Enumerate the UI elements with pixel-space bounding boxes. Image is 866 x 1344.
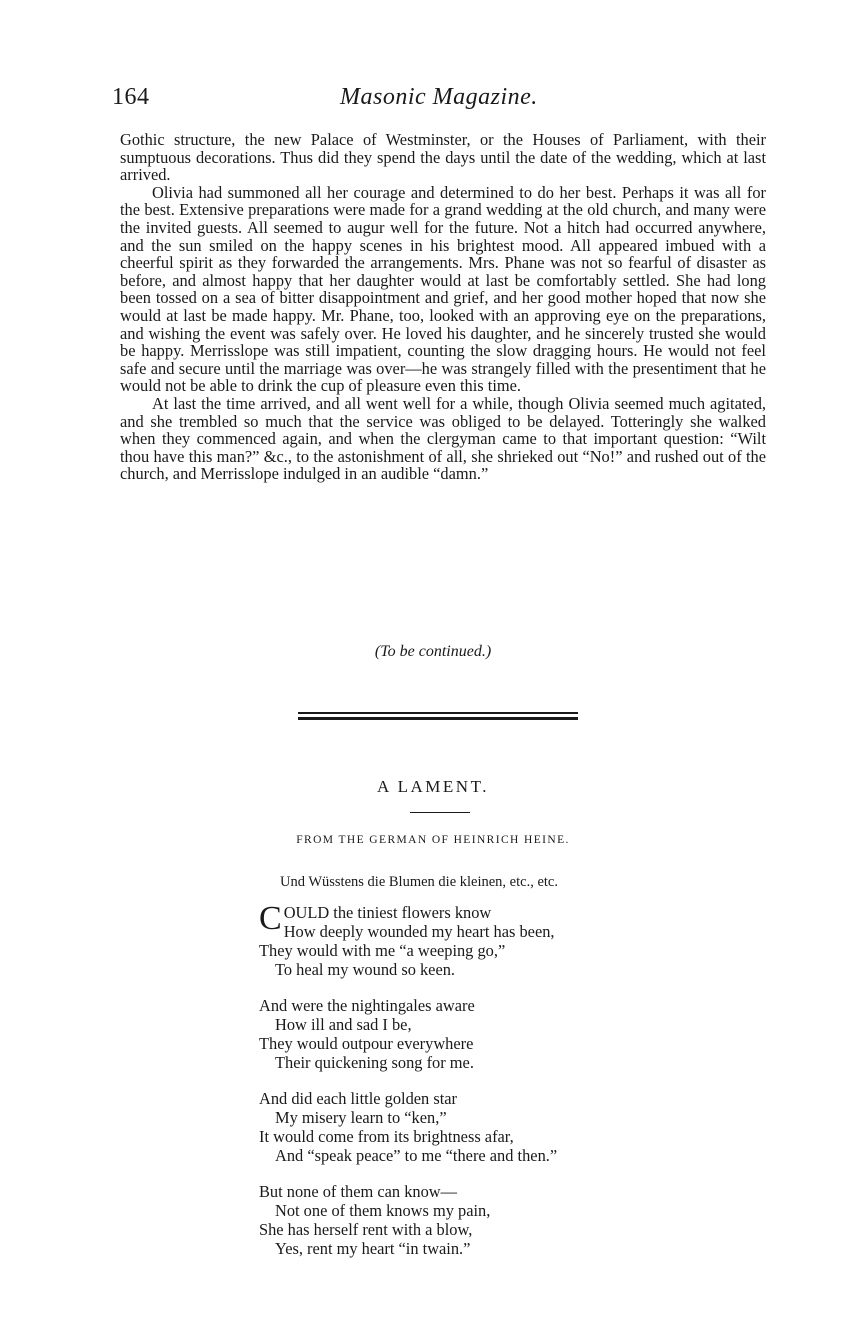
to-be-continued: (To be continued.) bbox=[374, 643, 492, 660]
poem-line: To heal my wound so keen. bbox=[275, 960, 456, 979]
poem-line: But none of them can know— bbox=[259, 1182, 458, 1201]
stanza bbox=[259, 1089, 557, 1165]
poem-line: How deeply wounded my heart has been, bbox=[283, 922, 555, 941]
page-number: 164 bbox=[112, 84, 150, 110]
stanza bbox=[259, 996, 557, 1072]
poem bbox=[259, 900, 558, 1275]
poem-epigraph: Und Wüsstens die Blumen die kleinen, etc., etc. bbox=[280, 874, 558, 890]
drop-cap: C bbox=[259, 900, 282, 937]
poem-title: A LAMENT. bbox=[377, 777, 489, 796]
poem-line: And were the nightingales aware bbox=[259, 996, 475, 1015]
running-title: Masonic Magazine. bbox=[340, 84, 538, 110]
poem-line: Not one of them knows my pain, bbox=[275, 1201, 491, 1220]
stanza bbox=[259, 900, 557, 979]
poem-line: Yes, rent my heart “in twain.” bbox=[275, 1239, 471, 1258]
poem-line: They would with me “a weeping go,” bbox=[259, 941, 506, 960]
poem-line: Their quickening song for me. bbox=[275, 1053, 474, 1072]
title-rule bbox=[410, 812, 470, 813]
poem-line: And “speak peace” to me “there and then.” bbox=[275, 1146, 558, 1165]
poem-line: They would outpour everywhere bbox=[259, 1034, 474, 1053]
article-body bbox=[120, 131, 766, 483]
poem-source: FROM THE GERMAN OF HEINRICH HEINE. bbox=[296, 834, 570, 846]
paragraph: Olivia had summoned all her courage and determined to do her best. Perhaps it was all for the best. Extensive preparations were made for a grand wedding at the old church, and many were the invited guests. All seemed to augur well for the future. Not a hitch had occurred anywhere, and the sun smiled on the happy scenes in his brightest mood. All appeared imbued with a cheerful spirit as they forwarded the arrangements. Mrs. Phane was not so fearful of disaster as before, and almost happy that her daughter would at last be comfortably settled. She had long been tossed on a sea of bitter disappointment and grief, and her good mother hoped that now she would at last be made happy. Mr. Phane, too, looked with an approving eye on the preparations, and wishing the event was safely over. He loved his daughter, and he sincerely trusted she would be happy. Merrisslope was still impatient, counting the slow dragging hours. He would not feel safe and secure until the marriage was over—he was strangely filled with the presentiment that he would not be able to drink the cup of pleasure even this time. bbox=[120, 182, 766, 396]
paragraph: Gothic structure, the new Palace of Westminster, or the Houses of Parliament, with their sumptuous decorations. Thus did they spend the days until the date of the wedding, which at last arrived. bbox=[120, 130, 766, 185]
poem-line: She has herself rent with a blow, bbox=[259, 1220, 473, 1239]
paragraph: At last the time arrived, and all went well for a while, though Olivia seemed much agitated, and she trembled so much that the service was obliged to be delayed. Totteringly she walked when they commenced again, and when the clergyman came to that important question: “Wilt thou have this man?” &c., to the astonishment of all, she shrieked out “No!” and rushed out of the church, and Merrisslope indulged in an audible “damn.” bbox=[120, 393, 766, 484]
poem-line: How ill and sad I be, bbox=[275, 1015, 412, 1034]
stanza bbox=[259, 1182, 557, 1258]
poem-line: My misery learn to “ken,” bbox=[275, 1108, 447, 1127]
poem-line: And did each little golden star bbox=[259, 1089, 458, 1108]
poem-line: OULD the tiniest flowers know bbox=[283, 903, 492, 922]
poem-line: It would come from its brightness afar, bbox=[259, 1127, 514, 1146]
section-divider bbox=[298, 712, 578, 720]
